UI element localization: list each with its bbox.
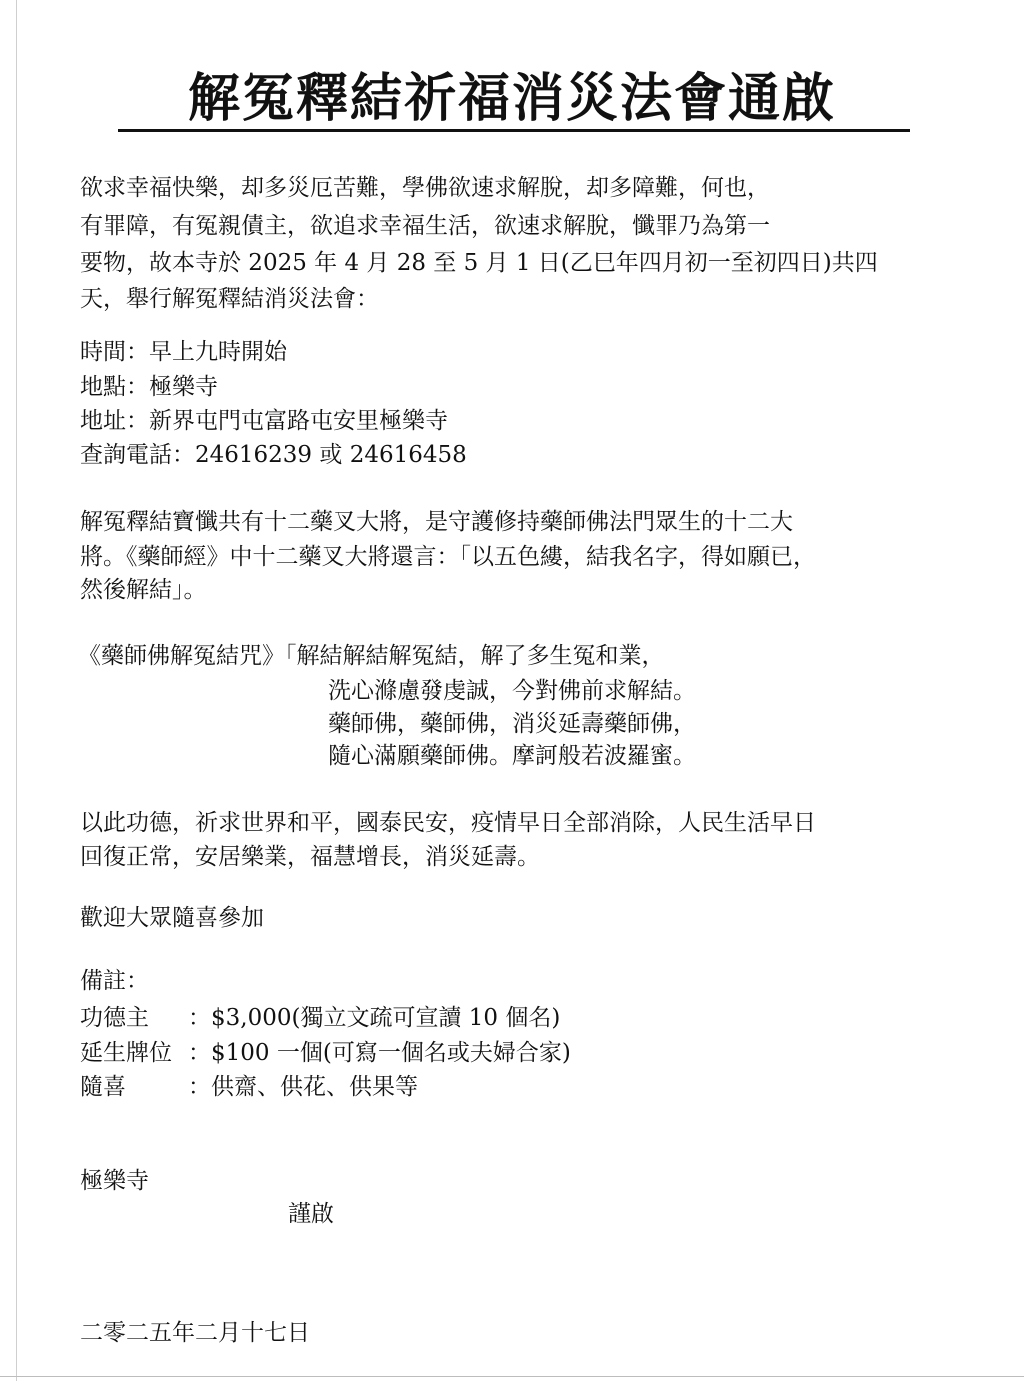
document-title: 解冤釋結祈福消災法會通啟 [187, 69, 836, 129]
detail-venue: 地點：極樂寺 [80, 374, 218, 400]
para2-line: 然後解結」。 [80, 577, 207, 603]
note-label: 隨喜 [80, 1074, 126, 1100]
mantra-line: 藥師佛，藥師佛，消災延壽藥師佛， [328, 711, 696, 737]
note-label: 延生牌位 [80, 1040, 172, 1066]
note-row [80, 1072, 418, 1102]
para2-line: 解冤釋結寶懺共有十二藥叉大將，是守護修持藥師佛法門眾生的十二大 [80, 509, 793, 535]
para2-line: 將。《藥師經》中十二藥叉大將還言：「以五色縷，結我名字，得如願已， [80, 544, 816, 570]
title-underline [118, 129, 910, 132]
para3-line: 回復正常，安居樂業，福慧增長，消災延壽。 [80, 844, 540, 870]
mantra-line: 隨心滿願藥師佛。摩訶般若波羅蜜。 [328, 743, 696, 769]
detail-address: 地址：新界屯門屯富路屯安里極樂寺 [80, 408, 448, 434]
intro-line: 要物，故本寺於 2025 年 4 月 28 至 5 月 1 日(乙巳年四月初一至初四日)共四 [80, 250, 878, 276]
welcome-text: 歡迎大眾隨喜參加 [80, 905, 264, 931]
note-label: 功德主 [80, 1005, 149, 1031]
detail-phone: 查詢電話：24616239 或 24616458 [80, 442, 467, 468]
signature-close: 謹啟 [288, 1201, 334, 1227]
detail-time: 時間：早上九時開始 [80, 339, 287, 365]
note-row [80, 1003, 560, 1033]
note-value: ：$3,000(獨立文疏可宣讀 10 個名) [188, 1005, 561, 1031]
note-value: ：$100 一個(可寫一個名或夫婦合家) [188, 1040, 571, 1066]
document-date: 二零二五年二月十七日 [80, 1320, 310, 1346]
mantra-line: 《藥師佛解冤結咒》「解結解結解冤結，解了多生冤和業， [78, 643, 665, 669]
notes-heading: 備註： [80, 968, 149, 994]
page-edge-bottom [0, 1376, 1024, 1377]
mantra-line: 洗心滌慮發虔誠，今對佛前求解結。 [328, 678, 696, 704]
para3-line: 以此功德，祈求世界和平，國泰民安，疫情早日全部消除，人民生活早日 [80, 810, 816, 836]
intro-line: 天，舉行解冤釋結消災法會： [80, 286, 379, 312]
page-edge-left [16, 0, 17, 1381]
note-value: ：供齋、供花、供果等 [188, 1074, 418, 1100]
signature-org: 極樂寺 [80, 1168, 149, 1194]
intro-line: 有罪障，有冤親債主，欲追求幸福生活，欲速求解脫，懺罪乃為第一 [80, 213, 770, 239]
note-row [80, 1038, 571, 1068]
intro-line: 欲求幸福快樂，却多災厄苦難，學佛欲速求解脫，却多障難，何也， [80, 175, 770, 201]
